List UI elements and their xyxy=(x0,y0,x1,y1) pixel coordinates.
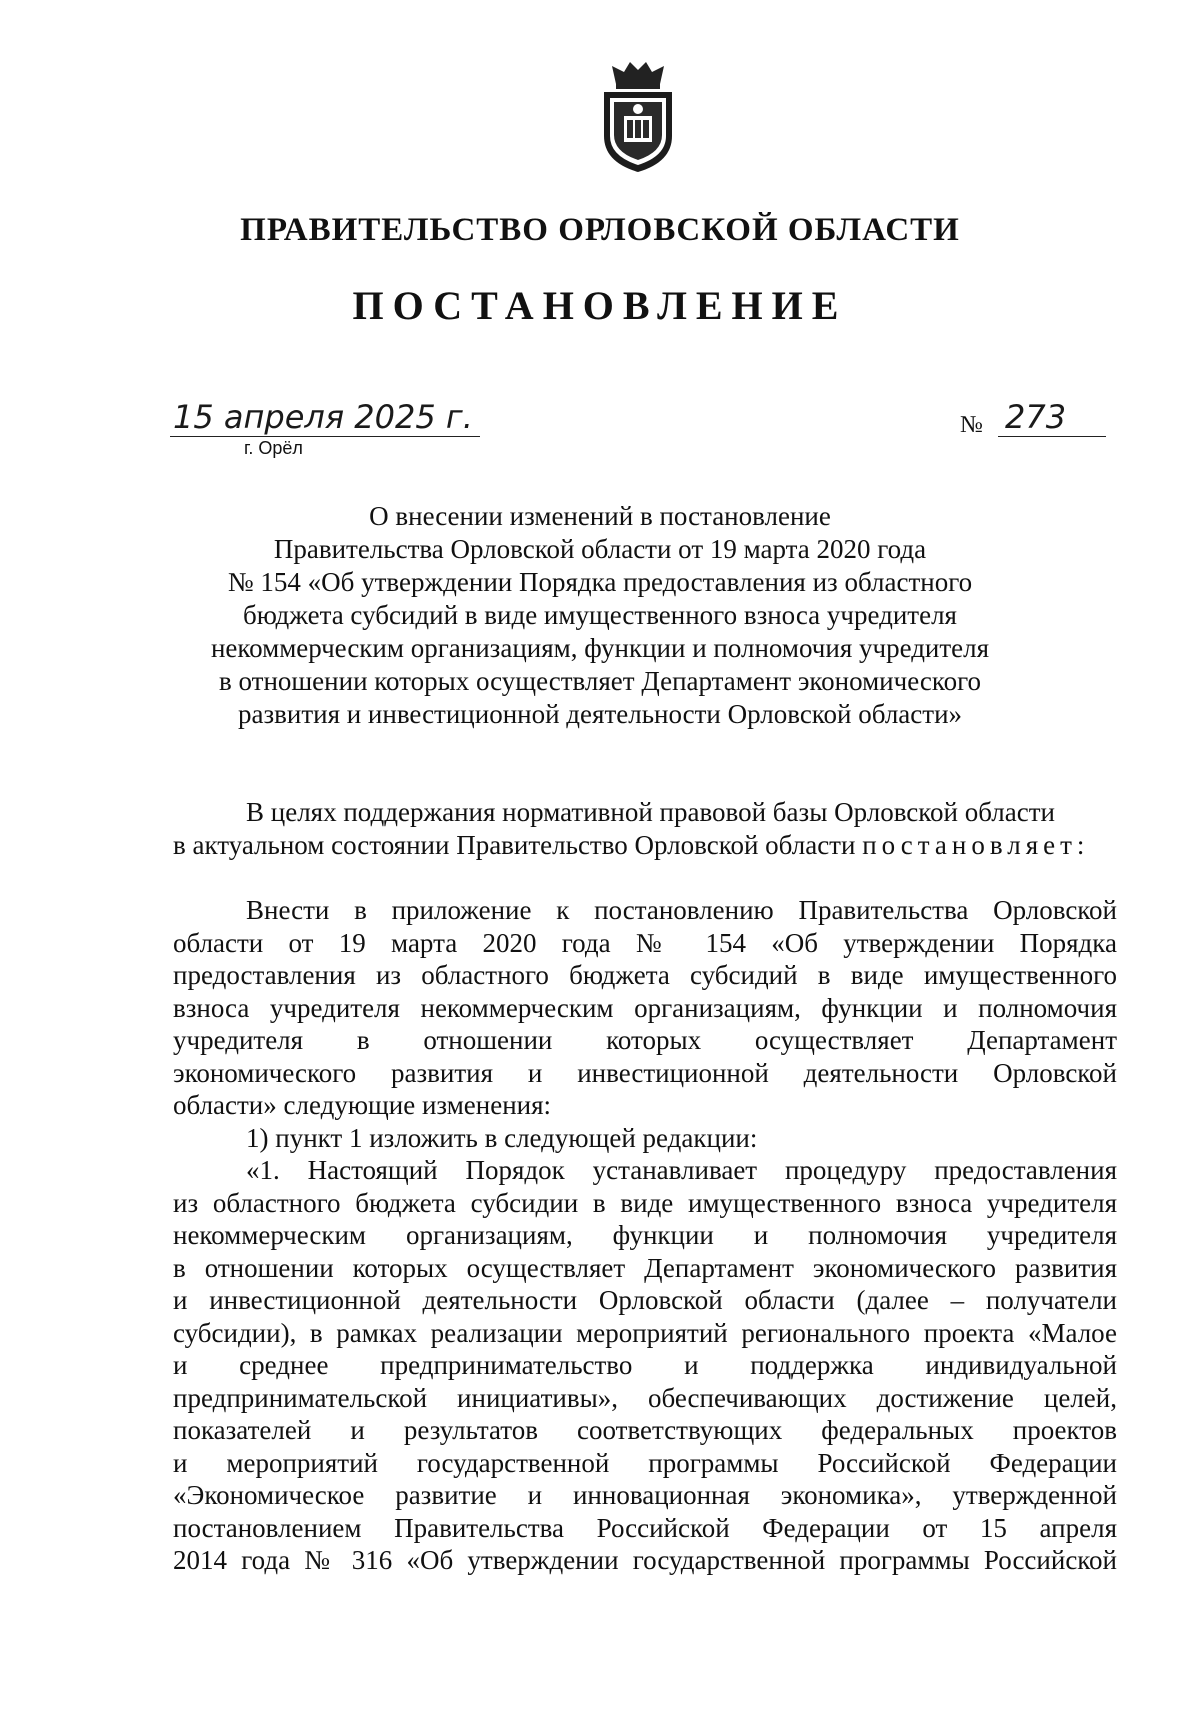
body-line: некоммерческим организациям, функции и полномочия учредителя xyxy=(173,1220,1117,1250)
body-line: «1. Настоящий Порядок устанавливает процедуру предоставления xyxy=(246,1155,1117,1185)
body-line: и инвестиционной деятельности Орловской области (далее – получатели xyxy=(173,1285,1117,1315)
body-line: предоставления из областного бюджета субсидий в виде имущественного xyxy=(173,960,1117,990)
body-line: постановлением Правительства Российской Федерации от 15 апреля xyxy=(173,1512,1117,1543)
city-label: г. Орёл xyxy=(244,438,303,458)
number-label: № xyxy=(960,412,983,438)
heading-line: Правительства Орловской области от 19 марта 2020 года xyxy=(273,534,927,564)
resolves-keyword: постановляет: xyxy=(862,829,1090,860)
body-line: Внести в приложение к постановлению Правительства Орловской xyxy=(246,895,1117,925)
body-line: области» следующие изменения: xyxy=(173,1090,552,1120)
date-underline xyxy=(170,436,480,437)
body-line: и мероприятий государственной программы Российской Федерации xyxy=(173,1447,1117,1478)
body-line: «Экономическое развитие и инновационная экономика», утвержденной xyxy=(173,1480,1117,1510)
number-underline xyxy=(998,436,1106,437)
body-line: из областного бюджета субсидии в виде имущественного взноса учредителя xyxy=(173,1187,1117,1218)
handwritten-date: 15 апреля 2025 г. xyxy=(173,398,473,436)
body-line: взноса учредителя некоммерческим организациям, функции и полномочия xyxy=(173,992,1117,1023)
preamble-paragraph xyxy=(173,796,1117,861)
heading-line: некоммерческим организациям, функции и полномочия учредителя xyxy=(210,633,990,663)
heading-line: развития и инвестиционной деятельности Орловской области» xyxy=(237,699,963,729)
body-line: 2014 года № 316 «Об утверждении государственной программы Российской xyxy=(173,1545,1117,1575)
preamble-text: в актуальном состоянии Правительство Орловской области xyxy=(173,829,863,860)
body-line: учредителя в отношении которых осуществляет Департамент xyxy=(173,1025,1117,1055)
heading-line: бюджета субсидий в виде имущественного взноса учредителя xyxy=(243,600,957,630)
body-line: предпринимательской инициативы», обеспечивающих достижение целей, xyxy=(173,1382,1117,1413)
body-line: экономического развития и инвестиционной деятельности Орловской xyxy=(173,1057,1117,1088)
document-type-title: ПОСТАНОВЛЕНИЕ xyxy=(352,283,848,328)
main-body xyxy=(173,894,1117,1577)
body-line: 1) пункт 1 изложить в следующей редакции: xyxy=(246,1122,758,1153)
body-line: и среднее предпринимательство и поддержка индивидуальной xyxy=(173,1350,1117,1380)
body-line: субсидии), в рамках реализации мероприятий регионального проекта «Малое xyxy=(173,1317,1117,1348)
body-line: области от 19 марта 2020 года № 154 «Об утверждении Порядка xyxy=(173,927,1117,958)
organization-title: ПРАВИТЕЛЬСТВО ОРЛОВСКОЙ ОБЛАСТИ xyxy=(240,212,960,248)
body-line: в отношении которых осуществляет Департамент экономического развития xyxy=(173,1252,1117,1283)
document-heading xyxy=(0,500,1200,731)
heading-line: № 154 «Об утверждении Порядка предоставления из областного xyxy=(227,567,973,597)
handwritten-number: 273 xyxy=(1005,398,1067,436)
preamble-line xyxy=(173,829,1117,862)
coat-of-arms-emblem xyxy=(598,58,678,176)
heading-line: в отношении которых осуществляет Департамент экономического xyxy=(219,666,981,696)
preamble-line: В целях поддержания нормативной правовой базы Орловской области xyxy=(246,797,1055,827)
body-line: показателей и результатов соответствующих федеральных проектов xyxy=(173,1415,1117,1445)
heading-line: О внесении изменений в постановление xyxy=(369,501,831,531)
